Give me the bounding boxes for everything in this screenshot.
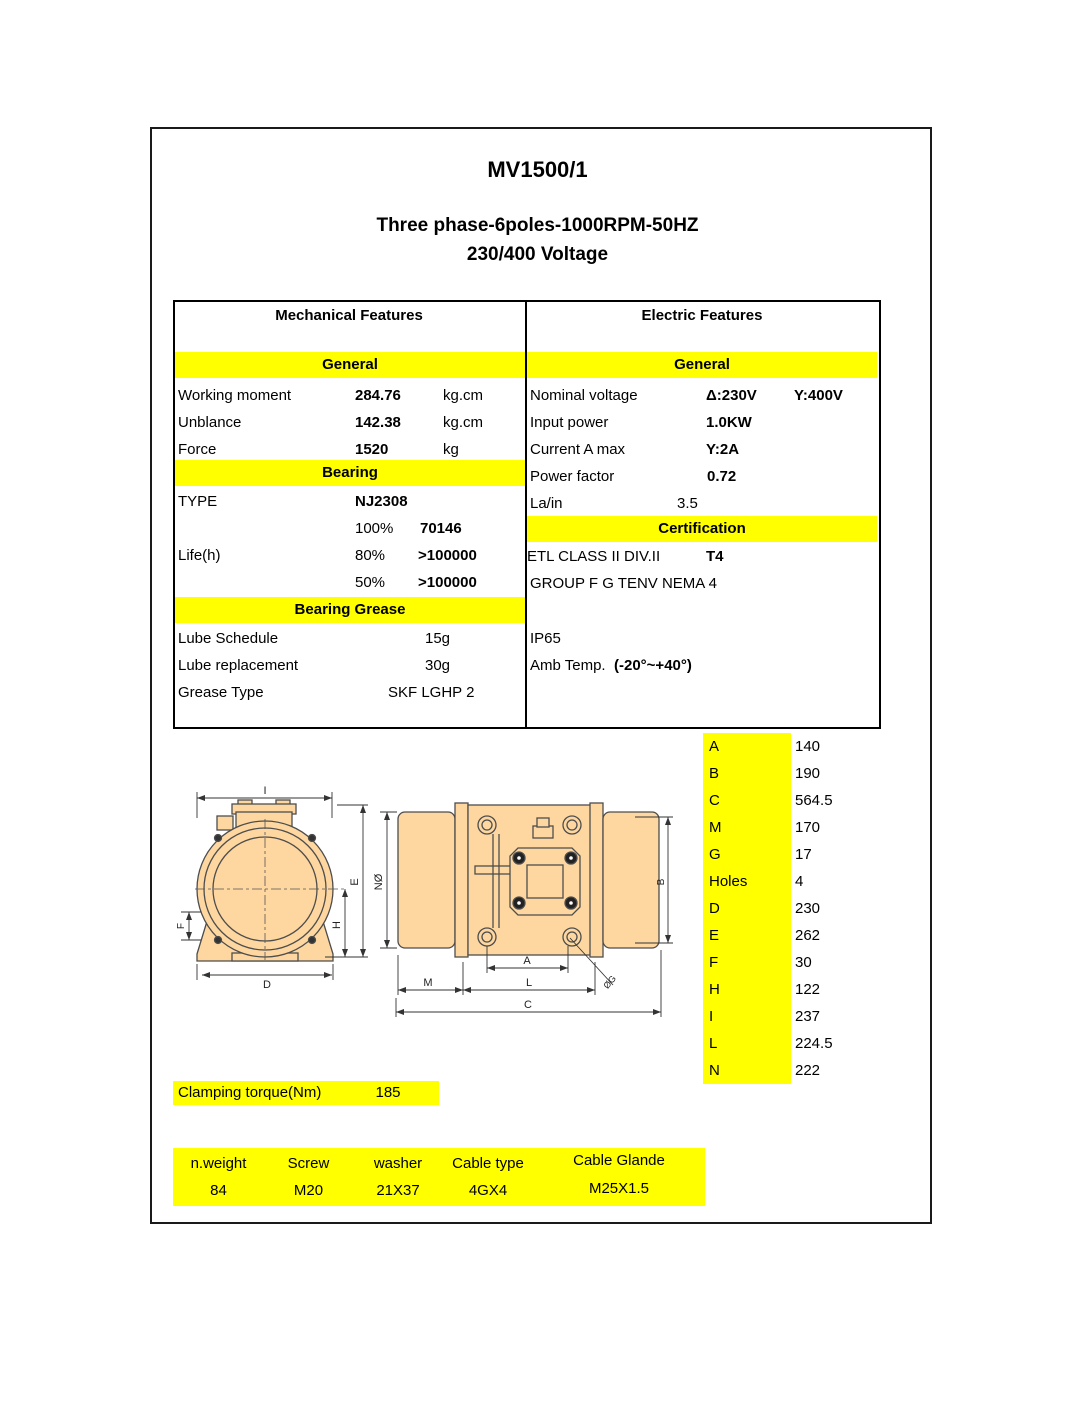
dim-label: N [709,1062,720,1079]
amb-temp-value: (-20°~+40°) [614,657,692,674]
elec-row-label: Power factor [530,468,615,485]
life-pct: 80% [355,547,386,564]
dim-label: G [709,846,721,863]
grease-row-label: Lube replacement [178,657,299,674]
elec-general-label: General [674,356,730,373]
dim-value: 17 [795,846,812,863]
elec-row-value2: Y:400V [794,387,843,404]
cert-group-text: GROUP F G TENV NEMA 4 [530,575,717,592]
mech-general-label: General [322,356,378,373]
grease-row-value: 15g [425,630,451,647]
dim-row [703,976,791,1003]
dim-row [703,1030,791,1057]
life-value: >100000 [418,574,477,591]
dim-row [703,1003,791,1030]
hw-value: 21X37 [376,1182,420,1199]
dim-label-e: E [349,878,361,886]
dim-value: 4 [795,873,804,890]
dim-label-m: M [423,977,433,989]
elec-row-value: 1.0KW [706,414,752,431]
mech-row-label: Working moment [178,387,292,404]
dim-label-b: B [656,878,667,886]
dim-value: 222 [795,1062,821,1079]
dim-value: 170 [795,819,821,836]
dim-label-n: NØ [373,873,385,891]
dim-row [703,1057,791,1084]
hw-header: washer [373,1155,423,1172]
life-label: Life(h) [178,547,221,564]
dim-label-d: D [263,979,271,991]
certification-bar [527,516,877,542]
dim-label: Holes [709,873,748,890]
dim-value: 262 [795,927,821,944]
dim-label: I [709,1008,714,1025]
life-pct: 100% [355,520,394,537]
mech-row-value: 284.76 [355,387,401,404]
mech-row-unit: kg.cm [443,414,484,431]
dim-label-i: I [263,785,267,797]
amb-temp-label: Amb Temp. [530,657,606,674]
dim-label: F [709,954,719,971]
subtitle-line1: Three phase-6poles-1000RPM-50HZ [376,215,699,236]
cert-class-text: ETL CLASS II DIV.II [527,548,661,565]
grease-row-value: SKF LGHP 2 [388,684,475,701]
life-value: 70146 [420,520,462,537]
dim-label: D [709,900,720,917]
motor-technical-drawing [175,770,690,1020]
dim-label-h: H [331,921,343,929]
elec-row-label: Nominal voltage [530,387,638,404]
life-pct: 50% [355,574,386,591]
dim-value: 224.5 [795,1035,833,1052]
clamping-torque-label: Clamping torque(Nm) [178,1084,322,1101]
cert-class-value: T4 [706,548,724,565]
bearing-label: Bearing [322,464,378,481]
subtitle-line2: 230/400 Voltage [466,244,609,265]
dim-label: H [709,981,720,998]
dim-label-og: ØG [601,973,619,991]
dim-row [703,841,791,868]
bearing-bar [175,460,525,486]
dim-label: M [709,819,722,836]
dim-value: 237 [795,1008,821,1025]
dim-value: 140 [795,738,821,755]
elec-row-value: 0.72 [707,468,737,485]
dim-row [703,895,791,922]
mech-row-value: 142.38 [355,414,401,431]
dim-label-c: C [524,999,532,1011]
dim-row [703,733,791,760]
hw-header: Cable type [452,1155,524,1172]
dim-label: B [709,765,720,782]
hw-value: M25X1.5 [588,1180,650,1197]
dim-value: 564.5 [795,792,833,809]
dim-label: E [709,927,720,944]
mech-row-unit: kg [443,441,459,458]
hw-header: Screw [287,1155,330,1172]
bearing-grease-bar [175,597,525,623]
mech-row-value: 1520 [355,441,389,458]
dim-label: A [709,738,720,755]
dim-row [703,760,791,787]
dim-row [703,787,791,814]
dim-label: C [709,792,720,809]
electric-features-header: Electric Features [641,307,763,324]
dim-row [703,949,791,976]
dim-row [703,868,791,895]
page-title: MV1500/1 [487,157,588,182]
dim-value: 30 [795,954,812,971]
elec-row-label: Input power [530,414,609,431]
elec-general-bar [527,352,877,378]
grease-row-label: Lube Schedule [178,630,279,647]
elec-row-label: Current A max [530,441,626,458]
hw-header: n.weight [190,1155,247,1172]
bearing-type-label: TYPE [178,493,218,510]
mech-row-label: Force [178,441,217,458]
hw-header: Cable Glande [573,1152,665,1169]
dim-label-f: F [176,922,187,930]
elec-row-label: La/in [530,495,563,512]
elec-row-value: Y:2A [706,441,740,458]
mech-general-bar [175,352,525,378]
ip-rating: IP65 [530,630,561,647]
mechanical-features-header: Mechanical Features [275,307,423,324]
clamping-torque-value: 185 [375,1084,401,1101]
grease-row-label: Grease Type [178,684,264,701]
hw-value: M20 [293,1182,324,1199]
dim-row [703,922,791,949]
grease-row-value: 30g [425,657,451,674]
side-view [398,803,659,957]
bearing-type-value: NJ2308 [355,493,408,510]
dim-label-a: A [523,955,531,967]
dim-label-l: L [525,977,533,989]
dim-value: 122 [795,981,821,998]
dim-value: 230 [795,900,821,917]
hw-value: 84 [210,1182,227,1199]
dim-value: 190 [795,765,821,782]
certification-label: Certification [658,520,746,537]
mech-row-label: Unblance [178,414,242,431]
hw-value: 4GX4 [468,1182,508,1199]
bearing-grease-label: Bearing Grease [294,601,406,618]
life-value: >100000 [418,547,477,564]
mech-row-unit: kg.cm [443,387,484,404]
elec-row-value: Δ:230V [706,387,757,404]
dim-row [703,814,791,841]
elec-row-value: 3.5 [677,495,698,512]
dim-label: L [709,1035,718,1052]
